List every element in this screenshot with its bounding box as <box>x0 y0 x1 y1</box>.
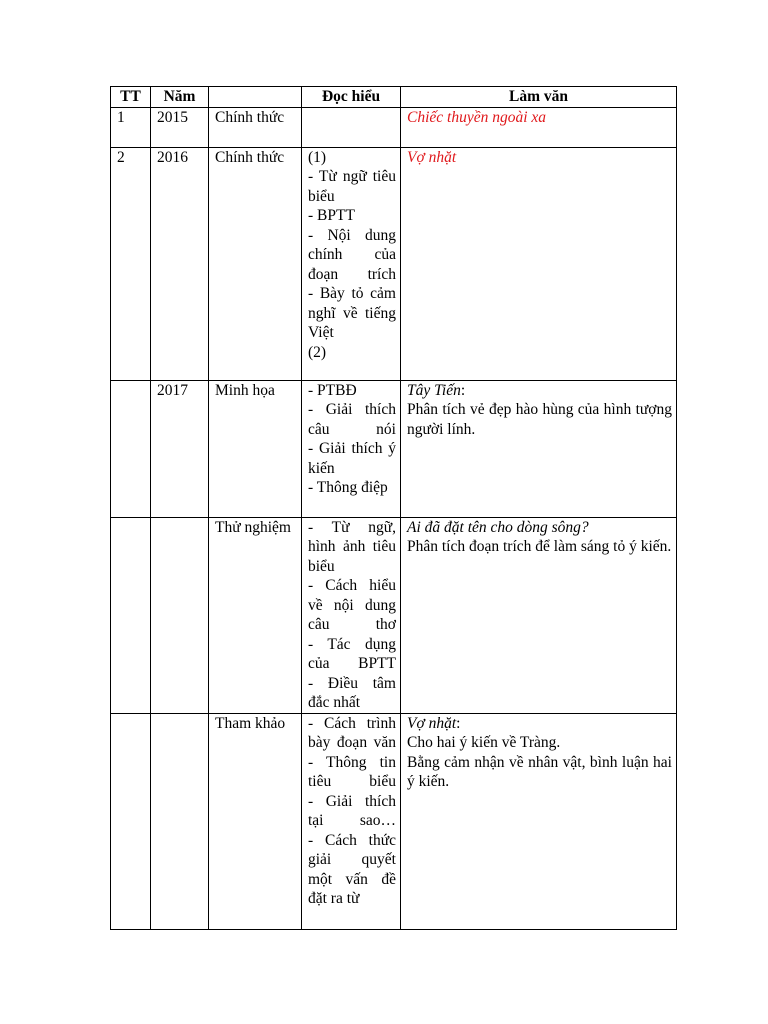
doc-hieu-line: - Cách hiểu về nội dung câu thơ <box>308 577 396 633</box>
cell-kind: Chính thức <box>209 107 302 147</box>
lam-van-line: Phân tích vẻ đẹp hào hùng của hình tượng người lính. <box>407 401 672 438</box>
lam-van-title-line <box>407 381 672 401</box>
cell-lam-van <box>401 713 677 929</box>
doc-hieu-line: - Thông điệp <box>308 479 388 496</box>
table-row <box>111 517 677 713</box>
table-row <box>111 380 677 517</box>
doc-hieu-line: - Từ ngữ, hình ảnh tiêu biểu <box>308 518 396 575</box>
doc-hieu-line: - BPTT <box>308 207 355 224</box>
cell-year: 2017 <box>151 380 209 517</box>
header-row <box>111 87 677 108</box>
header-doc-hieu: Đọc hiểu <box>302 87 401 108</box>
lam-van-line: Bằng cảm nhận về nhân vật, bình luận hai ý kiến. <box>407 753 672 790</box>
doc-hieu-line: - Giải thích ý kiến <box>308 440 396 477</box>
lam-van-line: Cho hai ý kiến về Tràng. <box>407 734 561 751</box>
cell-lam-van <box>401 107 677 147</box>
cell-lam-van <box>401 380 677 517</box>
cell-year: 2016 <box>151 147 209 380</box>
cell-kind: Tham khảo <box>209 713 302 929</box>
lam-van-title: Tây Tiến <box>407 381 461 399</box>
cell-kind: Minh họa <box>209 380 302 517</box>
doc-hieu-line: (1) <box>308 148 327 166</box>
lam-van-title: Chiếc thuyền ngoài xa <box>407 108 547 126</box>
header-tt: TT <box>111 87 151 108</box>
cell-kind: Thử nghiệm <box>209 517 302 713</box>
lam-van-title-line <box>407 518 672 538</box>
lam-van-title-suffix: : <box>460 381 466 399</box>
cell-doc-hieu <box>302 147 401 380</box>
doc-hieu-line: - Cách thức giải quyết một vấn đề đặt ra từ <box>308 831 396 907</box>
lam-van-title-line <box>407 148 672 168</box>
doc-hieu-line: - Từ ngữ tiêu biểu <box>308 168 396 205</box>
table-body <box>111 107 677 929</box>
lam-van-title-suffix: : <box>456 714 461 732</box>
doc-hieu-line: - Bày tỏ cảm nghĩ về tiếng Việt <box>308 285 396 341</box>
lam-van-title: Vợ nhặt <box>407 714 457 732</box>
table-row <box>111 147 677 380</box>
table-row <box>111 713 677 929</box>
cell-tt <box>111 380 151 517</box>
doc-hieu-line: - Giải thích câu nói <box>308 401 396 438</box>
header-kind <box>209 87 302 108</box>
cell-lam-van <box>401 147 677 380</box>
cell-tt <box>111 713 151 929</box>
doc-hieu-line: - Điều tâm đắc nhất <box>308 674 396 711</box>
cell-doc-hieu <box>302 107 401 147</box>
cell-tt: 1 <box>111 107 151 147</box>
lam-van-title-line <box>407 108 672 128</box>
cell-year: 2015 <box>151 107 209 147</box>
lam-van-title: Ai đã đặt tên cho dòng sông? <box>407 518 589 536</box>
cell-year <box>151 713 209 929</box>
cell-kind: Chính thức <box>209 147 302 380</box>
cell-tt: 2 <box>111 147 151 380</box>
cell-doc-hieu <box>302 713 401 929</box>
cell-doc-hieu <box>302 380 401 517</box>
lam-van-title-line <box>407 714 672 734</box>
doc-hieu-line: - Nội dung chính của đoạn trích <box>308 226 396 283</box>
lam-van-line: Phân tích đoạn trích để làm sáng tỏ ý kiến. <box>407 538 672 555</box>
doc-hieu-line: - Giải thích tại sao… <box>308 792 396 829</box>
header-year: Năm <box>151 87 209 108</box>
lam-van-title: Vợ nhặt <box>407 148 457 166</box>
doc-hieu-line: (2) <box>308 343 327 361</box>
cell-tt <box>111 517 151 713</box>
doc-hieu-line: - Thông tin tiêu biểu <box>308 753 396 790</box>
cell-lam-van <box>401 517 677 713</box>
doc-hieu-line: - PTBĐ <box>308 381 357 399</box>
exam-table <box>110 86 677 930</box>
cell-doc-hieu <box>302 517 401 713</box>
cell-year <box>151 517 209 713</box>
table-row <box>111 107 677 147</box>
doc-hieu-line: - Cách trình bày đoạn văn <box>308 714 396 751</box>
doc-hieu-line: - Tác dụng của BPTT <box>308 635 396 672</box>
header-lam-van: Làm văn <box>401 87 677 108</box>
